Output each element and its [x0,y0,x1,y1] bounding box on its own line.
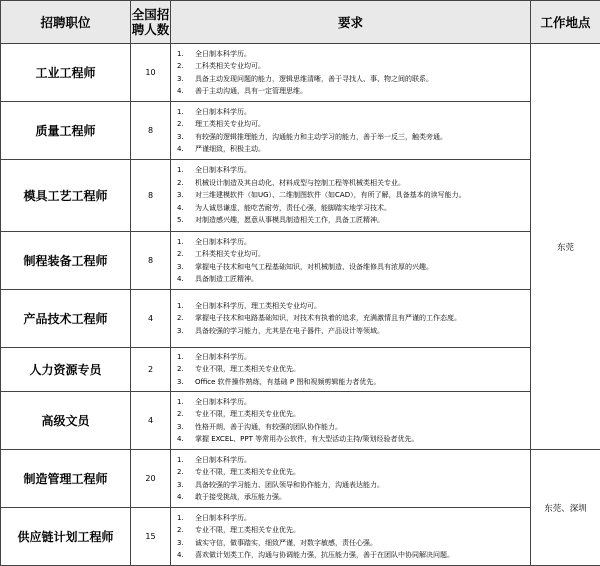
requirement-number: 2. [177,60,195,73]
requirement-number: 1. [177,512,195,525]
requirement-number: 5. [177,214,195,227]
position-cell: 工业工程师 [1,44,131,102]
count-cell: 4 [131,392,171,450]
requirement-item [177,48,524,61]
requirement-number: 4. [177,491,195,504]
requirement-number: 1. [177,106,195,119]
header-requirements: 要求 [171,1,531,44]
position-cell: 模具工艺工程师 [1,160,131,232]
requirement-number: 3. [177,479,195,492]
requirement-item [177,512,524,525]
requirement-item [177,396,524,409]
requirement-number: 1. [177,454,195,467]
requirement-number: 2. [177,177,195,190]
requirement-number: 3. [177,189,195,202]
count-cell: 15 [131,508,171,566]
header-position: 招聘职位 [1,1,131,44]
requirement-number: 4. [177,433,195,446]
requirement-number: 4. [177,549,195,562]
requirement-text: 喜欢做计划类工作，沟通与协调能力强，抗压能力强，善于在团队中协同解决问题。 [195,549,524,562]
requirement-text: 掌握电子技术和电气工程基础知识，对机械制造、设备维修具有浓厚的兴趣。 [195,261,524,274]
requirement-item [177,433,524,446]
requirements-cell [171,450,531,508]
requirement-number: 1. [177,164,195,177]
requirement-item [177,466,524,479]
requirement-text: 具备主动发现问题的能力，逻辑思维清晰，善于寻找人、事、物之间的联系。 [195,73,524,86]
requirement-text: 为人诚恳谦虚，能吃苦耐劳，责任心强，能脚踏实地学习技术。 [195,202,524,215]
requirement-item [177,177,524,190]
requirement-text: 善于主动沟通，具有一定管理思维。 [195,85,524,98]
requirement-text: 掌握电子技术和电路基础知识，对技术有执着的追求，充满激情且有严谨的工作态度。 [195,312,524,325]
position-cell: 产品技术工程师 [1,290,131,348]
requirement-text: 专业不限，理工类相关专业优先。 [195,524,524,537]
requirement-item [177,248,524,261]
requirement-text: 全日制本科学历。 [195,454,524,467]
requirement-text: 专业不限，理工类相关专业优先。 [195,466,524,479]
requirement-number: 2. [177,248,195,261]
requirement-number: 4. [177,143,195,156]
requirement-number: 3. [177,376,195,389]
requirement-item [177,421,524,434]
requirement-text: Office 软件操作熟练，有基础 P 图和视频剪辑能力者优先。 [195,376,524,389]
requirement-text: 专业不限，理工类相关专业优先。 [195,363,524,376]
location-cell: 东莞、深圳 [531,450,600,566]
header-location: 工作地点 [531,1,600,44]
requirement-number: 3. [177,325,195,338]
requirements-cell [171,232,531,290]
requirement-item [177,214,524,227]
requirements-cell [171,290,531,348]
table-row [1,392,600,450]
requirement-item [177,73,524,86]
table-row [1,160,600,232]
position-cell: 高级文员 [1,392,131,450]
table-row [1,102,600,160]
table-row [1,232,600,290]
requirement-text: 理工类相关专业均可。 [195,118,524,131]
requirement-text: 工科类相关专业均可。 [195,248,524,261]
requirement-number: 2. [177,524,195,537]
requirement-item [177,549,524,562]
requirement-number: 3. [177,421,195,434]
requirement-text: 严谨细致，积极主动。 [195,143,524,156]
requirement-text: 有较强的逻辑推理能力，沟通能力和主动学习的能力，善于举一反三，触类旁通。 [195,131,524,144]
requirement-item [177,363,524,376]
requirement-item [177,60,524,73]
requirement-item [177,118,524,131]
count-cell: 8 [131,102,171,160]
count-cell: 2 [131,348,171,392]
requirement-text: 全日制本科学历。 [195,236,524,249]
position-cell: 制程装备工程师 [1,232,131,290]
requirement-text: 全日制本科学历。 [195,164,524,177]
requirement-number: 2. [177,363,195,376]
header-count: 全国招聘人数 [131,1,171,44]
requirement-text: 机械设计制造及其自动化、材料成型与控制工程等机械类相关专业。 [195,177,524,190]
requirements-cell [171,102,531,160]
requirement-text: 专业不限，理工类相关专业优先。 [195,408,524,421]
position-cell: 质量工程师 [1,102,131,160]
requirement-item [177,408,524,421]
requirement-item [177,312,524,325]
position-cell: 制造管理工程师 [1,450,131,508]
requirement-number: 1. [177,236,195,249]
requirement-item [177,351,524,364]
requirement-text: 全日制本科学历。 [195,106,524,119]
requirement-number: 3. [177,537,195,550]
requirements-cell [171,348,531,392]
position-cell: 人力资源专员 [1,348,131,392]
requirement-text: 掌握 EXCEL、PPT 等常用办公软件，有大型活动主持/策划经验者优先。 [195,433,524,446]
count-cell: 10 [131,44,171,102]
requirement-item [177,273,524,286]
requirement-text: 全日制本科学历。 [195,512,524,525]
count-cell: 4 [131,290,171,348]
requirement-item [177,537,524,550]
requirement-number: 3. [177,261,195,274]
requirement-text: 具备较强的学习能力，尤其是在电子器件、产品设计等领域。 [195,325,524,338]
requirement-item [177,524,524,537]
requirement-item [177,85,524,98]
requirement-number: 4. [177,273,195,286]
count-cell: 20 [131,450,171,508]
requirement-number: 4. [177,85,195,98]
requirement-text: 全日制本科学历。 [195,48,524,61]
requirements-cell [171,44,531,102]
requirement-text: 全日制本科学历。 [195,351,524,364]
requirement-item [177,164,524,177]
requirement-text: 具备较强的学习能力、团队领导和协作能力，沟通表达能力。 [195,479,524,492]
requirement-text: 全日制本科学历。 [195,396,524,409]
count-cell: 8 [131,232,171,290]
count-cell: 8 [131,160,171,232]
requirement-item [177,202,524,215]
table-row [1,44,600,102]
requirement-item [177,491,524,504]
requirement-number: 1. [177,396,195,409]
requirement-number: 1. [177,351,195,364]
table-row [1,348,600,392]
requirements-cell [171,392,531,450]
requirement-item [177,454,524,467]
requirement-text: 具备制造工匠精神。 [195,273,524,286]
requirement-text: 性格开朗，善于沟通，有较强的团队协作能力。 [195,421,524,434]
table-row [1,508,600,566]
table-row [1,450,600,508]
requirement-number: 2. [177,312,195,325]
requirement-text: 对制造感兴趣，愿意从事模具制造相关工作，具备工匠精神。 [195,214,524,227]
requirement-number: 2. [177,466,195,479]
requirement-item [177,189,524,202]
requirement-number: 1. [177,300,195,313]
location-cell: 东莞 [531,44,600,450]
requirement-text: 敢于接受挑战，承压能力强。 [195,491,524,504]
requirement-item [177,131,524,144]
requirement-item [177,236,524,249]
requirement-text: 对三维建模软件（如UG）、二维制图软件（如CAD），有所了解，具备基本的读写能力。 [195,189,524,202]
requirement-text: 诚实守信，做事踏实，细致严谨，对数字敏感，责任心强。 [195,537,524,550]
table-body [1,44,600,566]
position-cell: 供应链计划工程师 [1,508,131,566]
requirement-item [177,325,524,338]
requirement-number: 3. [177,131,195,144]
header-row [1,1,600,44]
requirement-number: 4. [177,202,195,215]
requirement-number: 2. [177,118,195,131]
requirement-item [177,261,524,274]
requirement-item [177,376,524,389]
requirement-text: 工科类相关专业均可。 [195,60,524,73]
table-row [1,290,600,348]
requirement-item [177,106,524,119]
requirement-item [177,479,524,492]
requirement-number: 1. [177,48,195,61]
requirements-cell [171,160,531,232]
requirement-number: 2. [177,408,195,421]
requirement-number: 3. [177,73,195,86]
requirement-item [177,143,524,156]
requirement-text: 全日制本科学历，理工类相关专业均可。 [195,300,524,313]
requirement-item [177,300,524,313]
requirements-cell [171,508,531,566]
